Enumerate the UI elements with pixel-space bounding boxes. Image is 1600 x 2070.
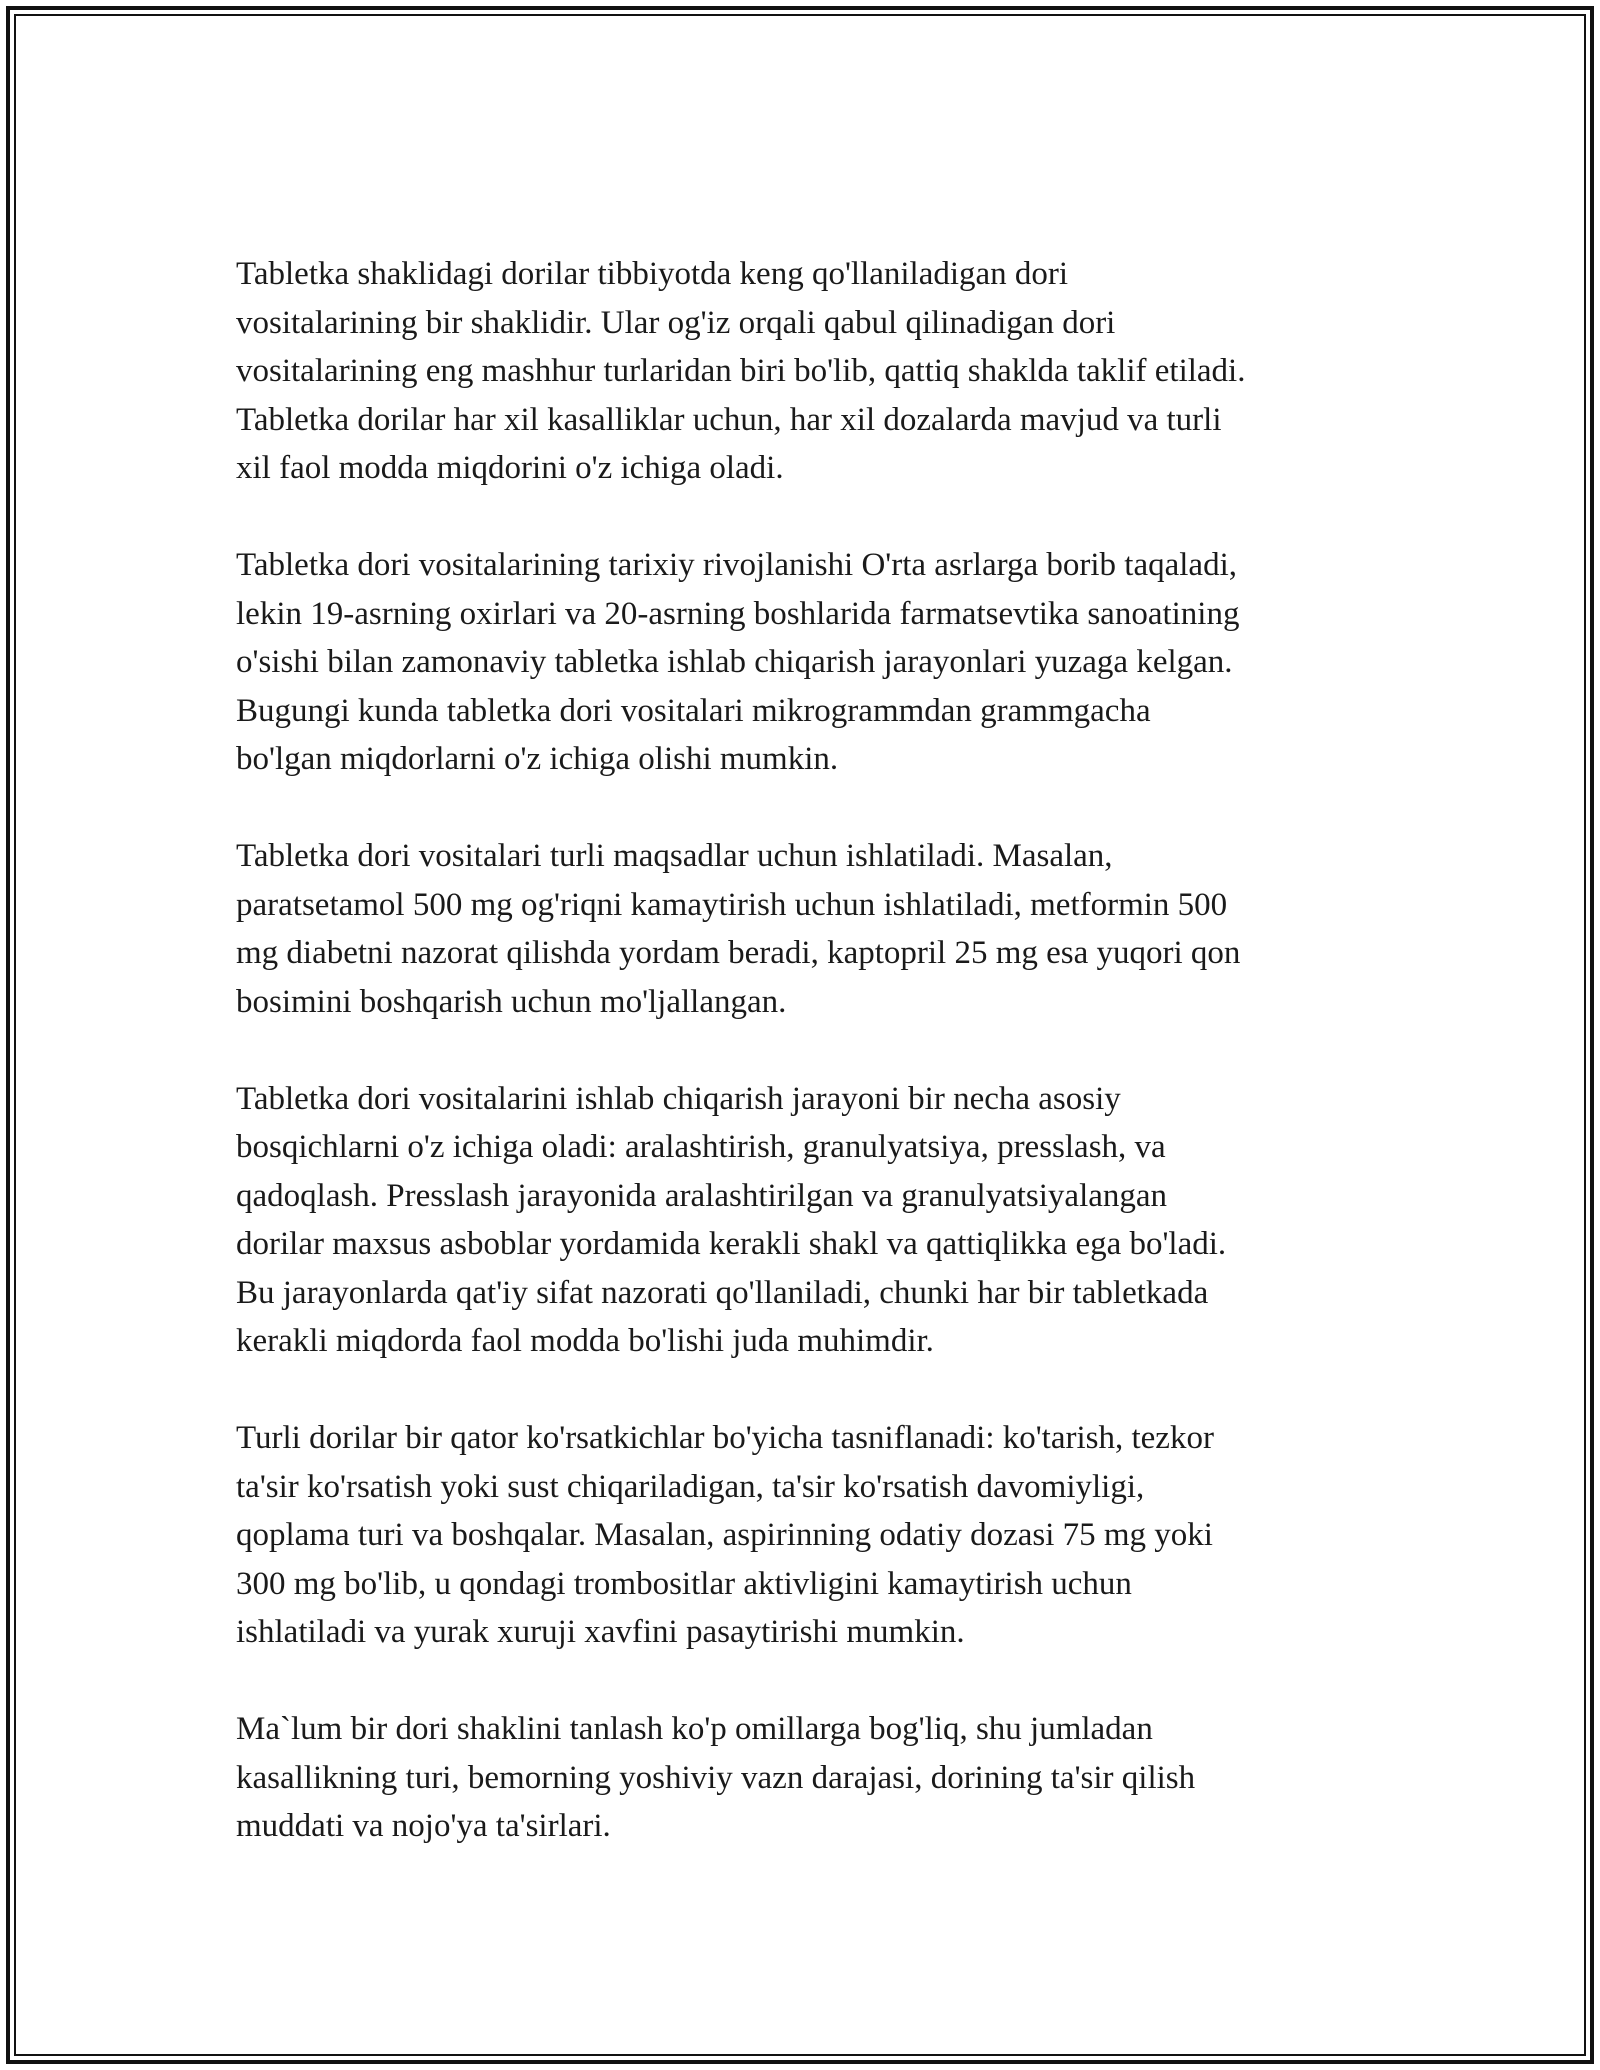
paragraph-2: Tabletka dori vositalarining tarixiy rivojlanishi O'rta asrlarga borib taqaladi, lekin 19-asrning oxirlari va 20-asrning boshlarida farmatsevtika sanoatining o'sishi bilan zamonaviy tabletka ishlab chiqarish jarayonlari yuzaga kelgan. Bugungi kunda tabletka dori vositalari mikrogrammdan grammgacha bo'lgan miqdorlarni o'z ichiga olishi mumkin. <box>236 547 1240 777</box>
document-body <box>236 250 1386 1899</box>
paragraph-4: Tabletka dori vositalarini ishlab chiqarish jarayoni bir necha asosiy bosqichlarni o'z ichiga oladi: aralashtirish, granulyatsiya, presslash, va qadoqlash. Presslash jarayonida aralashtirilgan va granulyatsiyalangan dorilar maxsus asboblar yordamida kerakli shakl va qattiqlikka ega bo'ladi. Bu jarayonlarda qat'iy sifat nazorati qo'llaniladi, chunki har bir tabletkada kerakli miqdorda faol modda bo'lishi juda muhimdir. <box>236 1080 1227 1359</box>
paragraph-6: Ma`lum bir dori shaklini tanlash ko'p omillarga bog'liq, shu jumladan kasallikning turi, bemorning yoshiviy vazn darajasi, dorining ta'sir qilish muddati va nojo'ya ta'sirlari. <box>236 1711 1196 1844</box>
paragraph-1: Tabletka shaklidagi dorilar tibbiyotda keng qo'llaniladigan dori vositalarining bir shaklidir. Ular og'iz orqali qabul qilinadigan dori vositalarining eng mashhur turlaridan biri bo'lib, qattiq shaklda taklif etiladi. Tabletka dorilar har xil kasalliklar uchun, har xil dozalarda mavjud va turli xil faol modda miqdorini o'z ichiga oladi. <box>236 256 1246 486</box>
paragraph-3: Tabletka dori vositalari turli maqsadlar uchun ishlatiladi. Masalan, paratsetamol 500 mg og'riqni kamaytirish uchun ishlatiladi, metformin 500 mg diabetni nazorat qilishda yordam beradi, kaptopril 25 mg esa yuqori qon bosimini boshqarish uchun mo'ljallangan. <box>236 838 1241 1020</box>
paragraph-5: Turli dorilar bir qator ko'rsatkichlar bo'yicha tasniflanadi: ko'tarish, tezkor ta'sir ko'rsatish yoki sust chiqariladigan, ta'sir ko'rsatish davomiyligi, qoplama turi va boshqalar. Masalan, aspirinning odatiy dozasi 75 mg yoki 300 mg bo'lib, u qondagi trombositlar aktivligini kamaytirish uchun ishlatiladi va yurak xuruji xavfini pasaytirishi mumkin. <box>236 1420 1214 1650</box>
